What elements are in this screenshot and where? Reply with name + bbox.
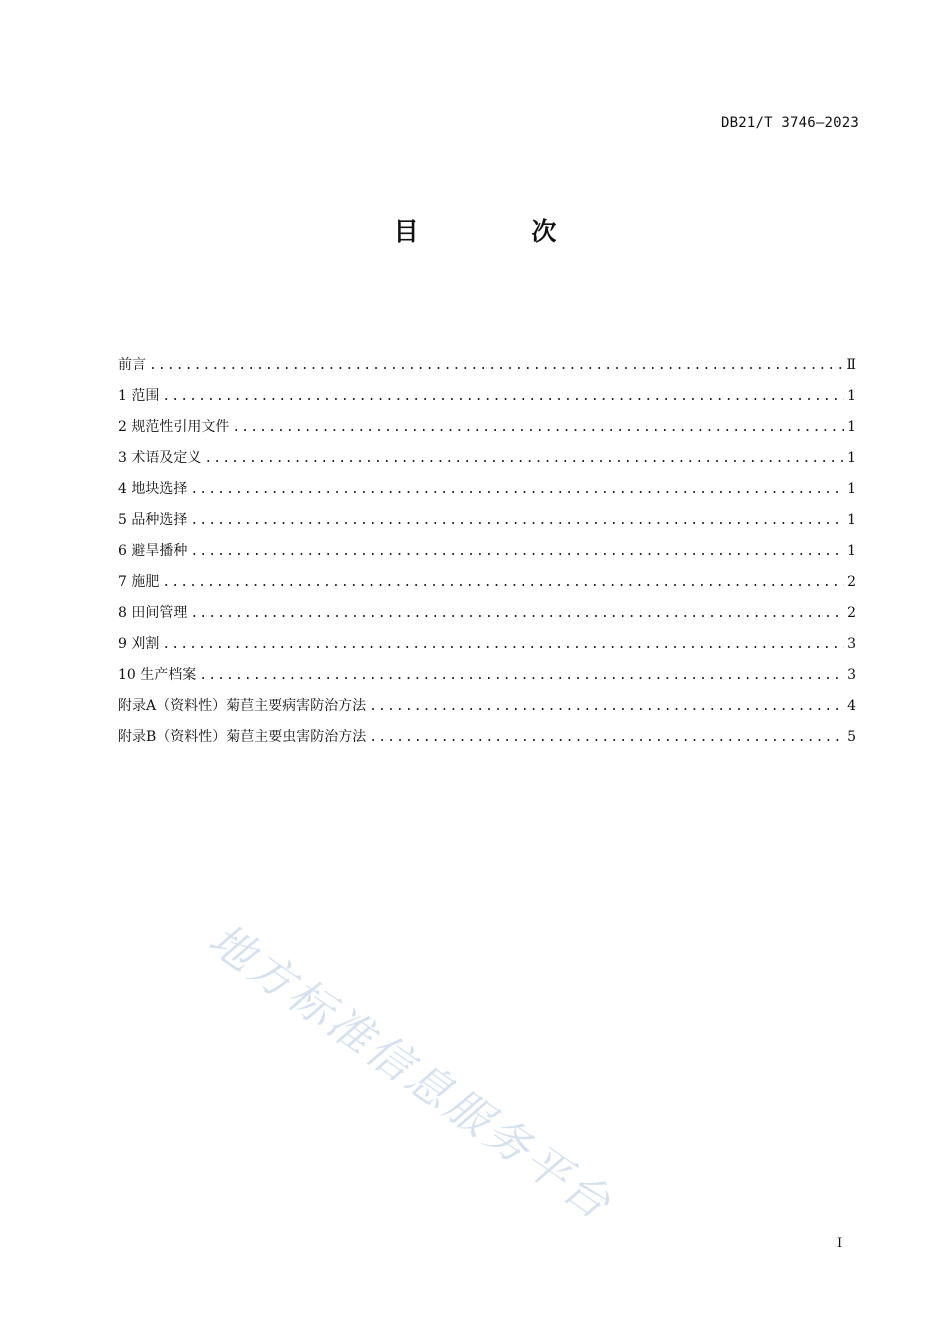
- toc-entry-label: 前言: [118, 357, 146, 373]
- toc-entry-page: 1: [847, 450, 856, 466]
- toc-entry-label: 4 地块选择: [118, 481, 188, 497]
- toc-entry[interactable]: [118, 571, 856, 602]
- toc-entry-label: 8 田间管理: [118, 605, 188, 621]
- toc-entry[interactable]: [118, 602, 856, 633]
- toc-leader-dots: [190, 482, 844, 497]
- toc-entry-label: 7 施肥: [118, 574, 160, 590]
- toc-entry[interactable]: [118, 540, 856, 571]
- toc-entry-page: 1: [847, 543, 856, 559]
- document-code: DB21/T 3746—2023: [720, 115, 859, 131]
- toc-entry-page: 1: [847, 419, 856, 435]
- toc-entry[interactable]: [118, 726, 856, 757]
- toc-entry-label: 2 规范性引用文件: [118, 419, 230, 435]
- toc-entry[interactable]: [118, 385, 856, 416]
- toc-entry-page: 3: [847, 636, 856, 652]
- toc-leader-dots: [162, 389, 844, 404]
- toc-entry-page: 1: [847, 512, 856, 528]
- toc-entry[interactable]: [118, 509, 856, 540]
- page-title: 目 次: [393, 217, 609, 246]
- toc-entry[interactable]: [118, 416, 856, 447]
- toc-entry-page: Ⅱ: [846, 357, 856, 373]
- toc-leader-dots: [190, 544, 844, 559]
- toc-entry[interactable]: [118, 478, 856, 509]
- toc-leader-dots: [162, 575, 844, 590]
- toc-leader-dots: [204, 451, 844, 466]
- toc-entry-label: 9 刈割: [118, 636, 160, 652]
- toc-entry-page: 2: [847, 574, 856, 590]
- toc-entry-page: 1: [847, 388, 856, 404]
- toc-entry-label: 5 品种选择: [118, 512, 188, 528]
- toc-entry-label: 10 生产档案: [118, 667, 197, 683]
- toc-entry-label: 1 范围: [118, 388, 160, 404]
- toc-entry-label: 附录B（资料性）菊苣主要虫害防治方法: [118, 729, 367, 745]
- toc-leader-dots: [369, 730, 844, 745]
- toc-entry[interactable]: [118, 664, 856, 695]
- toc-entry-page: 1: [847, 481, 856, 497]
- toc-leader-dots: [190, 513, 844, 528]
- toc-entry[interactable]: [118, 447, 856, 478]
- toc-entry-page: 4: [847, 698, 856, 714]
- toc-leader-dots: [232, 420, 844, 435]
- toc-leader-dots: [162, 637, 844, 652]
- toc-entry-page: 2: [847, 605, 856, 621]
- page-number: I: [837, 1236, 843, 1251]
- toc-leader-dots: [149, 358, 843, 373]
- toc-leader-dots: [199, 668, 844, 683]
- watermark-text: 地方标准信息服务平台: [199, 914, 622, 1232]
- toc-entry-label: 附录A（资料性）菊苣主要病害防治方法: [118, 698, 367, 714]
- toc-entry[interactable]: [118, 695, 856, 726]
- toc-entry-label: 6 避旱播种: [118, 543, 188, 559]
- table-of-contents: [118, 354, 856, 757]
- toc-leader-dots: [190, 606, 844, 621]
- toc-entry[interactable]: [118, 354, 856, 385]
- toc-entry-page: 3: [847, 667, 856, 683]
- toc-entry-label: 3 术语及定义: [118, 450, 202, 466]
- toc-leader-dots: [369, 699, 844, 714]
- toc-entry-page: 5: [847, 729, 856, 745]
- toc-entry[interactable]: [118, 633, 856, 664]
